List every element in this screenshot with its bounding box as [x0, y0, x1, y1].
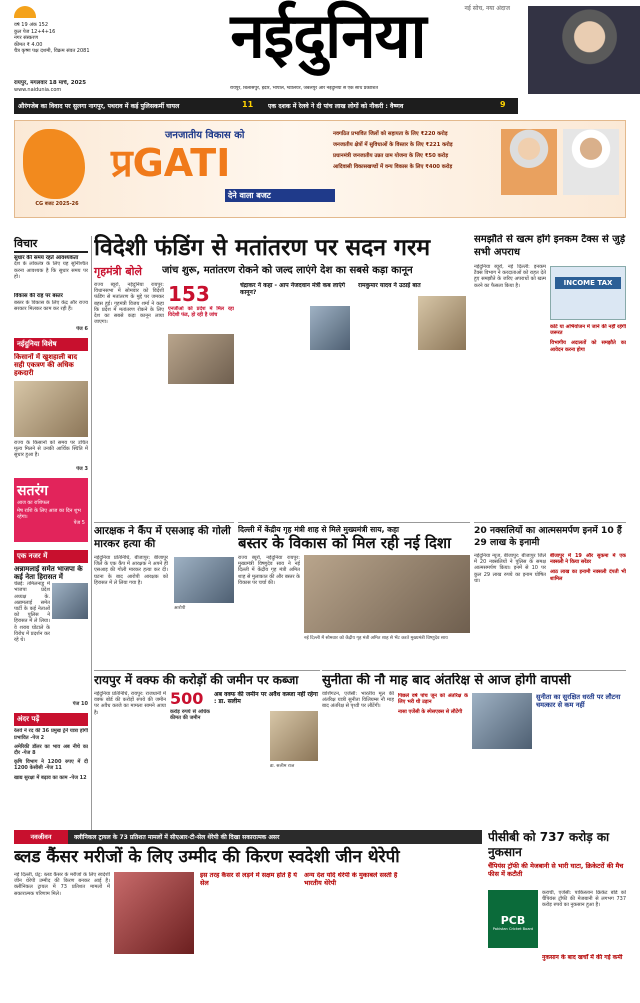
- main-stat: 153: [168, 282, 210, 306]
- story6-photo: [270, 711, 318, 761]
- story-constable: [94, 522, 234, 642]
- side-body: नईदुनिया ब्यूरो, नई दिल्ली: इनकम टैक्स विभाग ने करदाताओं को राहत देते हुए समझौते के जरिए अपराधों को खत्म करने का फैसला किया है।: [474, 264, 546, 289]
- andar-item[interactable]: अमेरिकी डॉलर का भाव अब नीचे का दौर -पेज 8: [14, 743, 88, 757]
- topstrip: [14, 830, 482, 844]
- lead-left-page: 11: [242, 100, 254, 109]
- dateline: रायपुर, मंगलवार 18 मार्च, 2025: [14, 80, 87, 86]
- story7-headline[interactable]: सुनीता की नौ माह बाद अंतरिक्ष से आज होगी वापसी: [322, 673, 571, 688]
- vichar-page: पेज 6: [76, 325, 88, 332]
- andar-title: अंदर पढ़ें: [14, 713, 88, 726]
- vichar-item-2[interactable]: विकास की राह पर बस्तर: [14, 293, 63, 300]
- story9-subhead[interactable]: चैंपियंस ट्रॉफी की मेजबानी से भारी घाटा, क्रिकेटरों की मैच फीस में कटौती: [488, 862, 624, 878]
- story-pcb: [488, 830, 626, 998]
- ad-photo-cm: [563, 129, 619, 195]
- ek-nazar-title: एक नजर में: [14, 550, 88, 563]
- main-headline[interactable]: विदेशी फंडिंग से मतांतरण पर सदन गरम: [94, 235, 431, 261]
- main-q1-body: [240, 300, 306, 370]
- left-divider: [91, 236, 92, 836]
- pcb-badge: [488, 890, 538, 948]
- story4-caption: नई दिल्ली में सोमवार को केंद्रीय गृह मंत्री अमित शाह से भेंट करते मुख्यमंत्री विष्णुदेव साय: [304, 636, 448, 641]
- story5-bullets: बीजापुर में 19 और सुकमा में एक नक्सली ने किया सरेंडर आठ लाख का इनामी नक्सली दंपती भी शामिल: [550, 553, 626, 582]
- story-naxal: [474, 522, 626, 672]
- ad-post: देने वाला बजट: [225, 189, 335, 202]
- vishesh-headline[interactable]: किसानों में खुशहाली बाद सही एकत्रण की अधिक हकदारी: [14, 353, 78, 378]
- main-kicker: गृहमंत्री बोले: [94, 265, 142, 278]
- story7-photo: [472, 693, 532, 749]
- lead-left[interactable]: औरंगजेब का विवाद पर सुलगा नागपुर, पथराव में कई पुलिसकर्मी घायल: [18, 103, 180, 110]
- main-q1[interactable]: चंद्राकर ने कहा - आप नेजदवान मंत्री कब लाएंगे कानून?: [240, 282, 346, 297]
- ek-nazar-text: चेन्नई: तमिलनाडु में भाजपा प्रदेश अध्यक्ष के. अन्नामलाई समेत पार्टी के कई नेताओं को पुलिस ने हिरासत में ले लिया। वे शराब घोटाले के विरोध में प्रदर्शन कर रहे थे।: [14, 581, 50, 644]
- story8-box1[interactable]: इस तरह कैंसर से लड़ने में सक्षम होते हैं ये सेल: [200, 872, 297, 887]
- main-story: [94, 234, 468, 484]
- story4-headline[interactable]: दिल्ली में केंद्रीय गृह मंत्री शाह से मिले मुख्यमंत्री साय, कहा: [238, 525, 400, 534]
- story6-stat-text: करोड़ रुपये से अधिक कीमत की जमीन: [170, 709, 210, 722]
- ek-nazar-page: पेज 10: [72, 701, 88, 708]
- logo-title: नईदुनिया: [230, 0, 426, 72]
- story5-body: नईदुनिया न्यूज, बीजापुर: बीजापुर जिले में 20 नक्सलियों ने पुलिस के समक्ष आत्मसमर्पण किया। इनमें से 10 पर कुल 29 लाख रुपये का इनाम घोषित था।: [474, 553, 546, 584]
- ad-photo-pm: [501, 129, 557, 195]
- tagline: नई सोच, नया अंदाज: [464, 5, 510, 12]
- andar-list: [14, 728, 88, 780]
- budget-badge: CG बजट 2025-26: [35, 201, 79, 207]
- cg-map-icon: [23, 129, 85, 199]
- lead-right[interactable]: एक दशक में रेलवे ने दी पांच लाख लोगों को नौकरी : वैष्णव: [268, 103, 404, 110]
- story6-name: डा. सलीम राज: [270, 764, 295, 769]
- story6-quote[interactable]: अब वक्फ की जमीन पर अवैध कब्जा नहीं रहेगा : डा. सलीम: [214, 691, 318, 706]
- story8-headline[interactable]: ब्लड कैंसर मरीजों के लिए उम्मीद की किरण स्वदेशी जीन थेरेपी: [14, 847, 400, 867]
- story6-body: नईदुनिया प्रतिनिधि, रायपुर: राजधानी में वक्फ बोर्ड की करोड़ों रुपये की जमीन पर अवैध कब्जे का मामला सामने आया है।: [94, 691, 166, 716]
- story8-box1-body: [200, 890, 298, 990]
- side-story: [474, 234, 626, 524]
- pcb-badge-label: PCB: [500, 914, 526, 927]
- ek-nazar-headline[interactable]: अन्नामलाई समेत भाजपा के कई नेता हिरासत में: [14, 564, 83, 582]
- story3-label: आरोपी: [174, 606, 186, 611]
- side-headline[interactable]: समझौते से खत्म होंगे इनकम टैक्स से जुड़े सभी अपराध: [474, 234, 626, 258]
- main-stat-text: एनजीओ को प्रदेश में मिल रहा विदेशी फंड, हो रही है जांच: [168, 306, 234, 319]
- story8-box2[interactable]: अन्य देश यदि थेरेपी के मुकाबले सस्ती है भारतीय थेरेपी: [304, 872, 398, 887]
- ad-points: नवगठित प्रभावित जिलों को सहायता के लिए ₹220 करोड़ जनजातीय क्षेत्रों में सुविधाओं के विस्तार के लिए ₹221 करोड़ प्रधानमंत्री जनजातीय उन्नत ग्राम योजना के लिए ₹50 करोड़ आदिवासी विकासखण्डों में वन्य विकास के लिए ₹400 करोड़: [333, 131, 453, 170]
- editions-line: रायपुर, बिलासपुर, इंदौर, भोपाल, ग्वालियर, जबलपुर और नईदुनिया से एक साथ प्रकाशित: [230, 86, 378, 91]
- ad-brand: प्रGATI: [111, 141, 231, 185]
- ad-pre: जनजातीय विकास को: [165, 130, 245, 141]
- vichar-item-1-text: देश के लोकतंत्र के लिए यह सुनिश्चित करना आवश्यक है कि सुधार समय पर हो।: [14, 261, 88, 280]
- andar-item[interactable]: खाद्य सुरक्षा में बढ़ाव का काम -पेज 12: [14, 774, 87, 781]
- story5-headline[interactable]: 20 नक्सलियों का आत्मसमर्पण इनमें 10 हैं 29 लाख के इनामी: [474, 525, 622, 548]
- vishesh-page: पेज 3: [76, 465, 88, 472]
- lead-strip: [14, 98, 518, 114]
- topstrip-label: नवजीवन: [14, 830, 68, 844]
- vichar-item-2-text: बस्तर के विकास के लिए केंद्र और राज्य सरकार मिलकर काम कर रही हैं।: [14, 299, 88, 313]
- main-photo-2: [310, 306, 350, 350]
- story7-bullets: पिछले वर्ष पांच जून को अंतरिक्ष के लिए भरी थी उड़ान नासा एजेंसी के स्पेसएक्स से लौटेंगी: [398, 693, 468, 716]
- left-column: [14, 236, 88, 856]
- lead-right-page: 9: [500, 100, 506, 109]
- pcb-badge-sub: Pakistan Cricket Board: [492, 927, 534, 931]
- story7-side-head[interactable]: सुनीता का सुरक्षित धरती पर लौटना चमत्कार से कम नहीं: [536, 693, 621, 709]
- main-q2[interactable]: रामकुमार यादव ने उठाई बात: [358, 282, 421, 289]
- story3-body: नईदुनिया प्रतिनिधि, बीजापुर: बीजापुर जिले के एक कैंप में आरक्षक ने अपने ही एसआइ की गोली मारकर हत्या कर दी। घटना के बाद आरोपी आरक्षक को हिरासत में ले लिया गया है।: [94, 555, 168, 586]
- satrang-sub: आज का राशिफल: [17, 499, 50, 506]
- ek-nazar-photo: [52, 583, 88, 619]
- story8-photo: [114, 872, 194, 954]
- story3-photo: [174, 557, 234, 603]
- vishesh-title: नईदुनिया विशेष: [14, 338, 88, 351]
- story6-headline[interactable]: रायपुर में वक्फ की करोड़ों की जमीन पर कब्जा: [94, 673, 299, 687]
- story-sunita: [322, 670, 626, 822]
- income-tax-box: [550, 266, 626, 320]
- main-subhead[interactable]: जांच शुरू, मतांतरण रोकने को जल्द लाएंगे देश का सबसे कड़ा कानून: [162, 265, 413, 276]
- story9-body: कराची, एजेंसी: पाकिस्तान क्रिकेट बोर्ड को चैंपियंस ट्रॉफी की मेजबानी से लगभग 737 करोड़ रुपये का नुकसान हुआ है।: [542, 890, 626, 909]
- main-photo-3: [418, 296, 466, 350]
- edition-info: वर्ष 19 अंक 152 कुल पेज 12+4+16 नगर संस्करण कीमत ₹ 4.00 चैत्र कृष्ण पक्ष दशमी, विक्रम संवत 2081: [14, 22, 90, 55]
- masthead: [0, 0, 640, 94]
- satrang-page: पेज 5: [73, 519, 85, 526]
- vichar-item-1[interactable]: सुधार की समय रहते आवश्यकता: [14, 255, 79, 261]
- story-cancer: [14, 846, 482, 998]
- main-body: राज्य ब्यूरो, नईदुनिया रायपुर: विधानसभा में सोमवार को विदेशी फंडिंग से मतांतरण के मुद्दे पर जमकर बहस हुई। गृहमंत्री विजय शर्मा ने कहा कि प्रदेश में मतांतरण रोकने के लिए देश का सबसे कड़ा कानून लाया जाएगा।: [94, 282, 164, 326]
- vishesh-photo: [14, 381, 88, 437]
- website[interactable]: www.naidunia.com: [14, 87, 62, 93]
- main-photo-1: [168, 334, 234, 384]
- story-waqf: [94, 670, 320, 822]
- satrang-box[interactable]: [14, 478, 88, 542]
- story4-subhead[interactable]: बस्तर के विकास को मिल रही नई दिशा: [238, 534, 451, 553]
- andar-item[interactable]: कृषि विभाग ने 1200 रुपए में दी 1200 केसीसी -पेज 11: [14, 759, 88, 772]
- vishesh-text: राज्य के किसानों को समय पर उचित मूल्य मिलने से उनकी आर्थिक स्थिति में सुधार हुआ है।: [14, 439, 88, 459]
- story4-body: राज्य ब्यूरो, नईदुनिया रायपुर: मुख्यमंत्री विष्णुदेव साय ने नई दिल्ली में केंद्रीय गृह मंत्री अमित शाह से मुलाकात की और बस्तर के विकास पर चर्चा की।: [238, 555, 300, 586]
- minister-photo: [528, 6, 640, 94]
- story7-body: वाशिंगटन, एजेंसी: भारतीय मूल की अंतरिक्ष यात्री सुनीता विलियम्स नौ माह बाद अंतरिक्ष से पृथ्वी पर लौटेंगी।: [322, 691, 394, 710]
- story9-side[interactable]: नुकसान के बाद खर्चों में की गई कमी: [542, 954, 623, 961]
- story4-photo: [304, 555, 470, 633]
- topstrip-text[interactable]: क्लीनिकल ट्रायल के 73 प्रतिशत मामलों में सीएआर-टी-सेल थेरेपी की दिखा सकारात्मक असर: [74, 834, 280, 841]
- story3-headline[interactable]: आरक्षक ने कैंप में एसआइ की गोली मारकर हत्या की: [94, 525, 231, 550]
- income-tax-label: INCOME TAX: [555, 277, 621, 289]
- satrang-title: सतरंग: [17, 482, 49, 499]
- sun-logo-icon: [14, 6, 36, 18]
- side-bullets: कोर्ट या अभियोजन में जाने की नहीं रहेगी जरूरत विभागीय अदालतों को समझौते का आवेदन करना होगा: [550, 324, 626, 353]
- story9-headline[interactable]: पीसीबी को 737 करोड़ का नुकसान: [488, 830, 610, 859]
- story6-stat: 500: [170, 689, 204, 708]
- andar-item[interactable]: रेलवे ने रद की 36 प्रमुख ट्रेनें यात्रा होगी प्रभावित -पेज 2: [14, 728, 88, 741]
- story8-body: नई दिल्ली, प्रेट्र: ब्लड कैंसर के मरीजों के लिए स्वदेशी जीन थेरेपी उम्मीद की किरण बनकर आई है। क्लीनिकल ट्रायल में 73 प्रतिशत मामलों में सकारात्मक परिणाम मिले।: [14, 872, 110, 897]
- ad-banner[interactable]: [14, 120, 626, 218]
- story-bastar: [238, 522, 470, 666]
- vichar-title: विचार: [14, 236, 88, 253]
- satrang-text: मेष राशि के लिए आज का दिन शुभ रहेगा।: [17, 507, 81, 520]
